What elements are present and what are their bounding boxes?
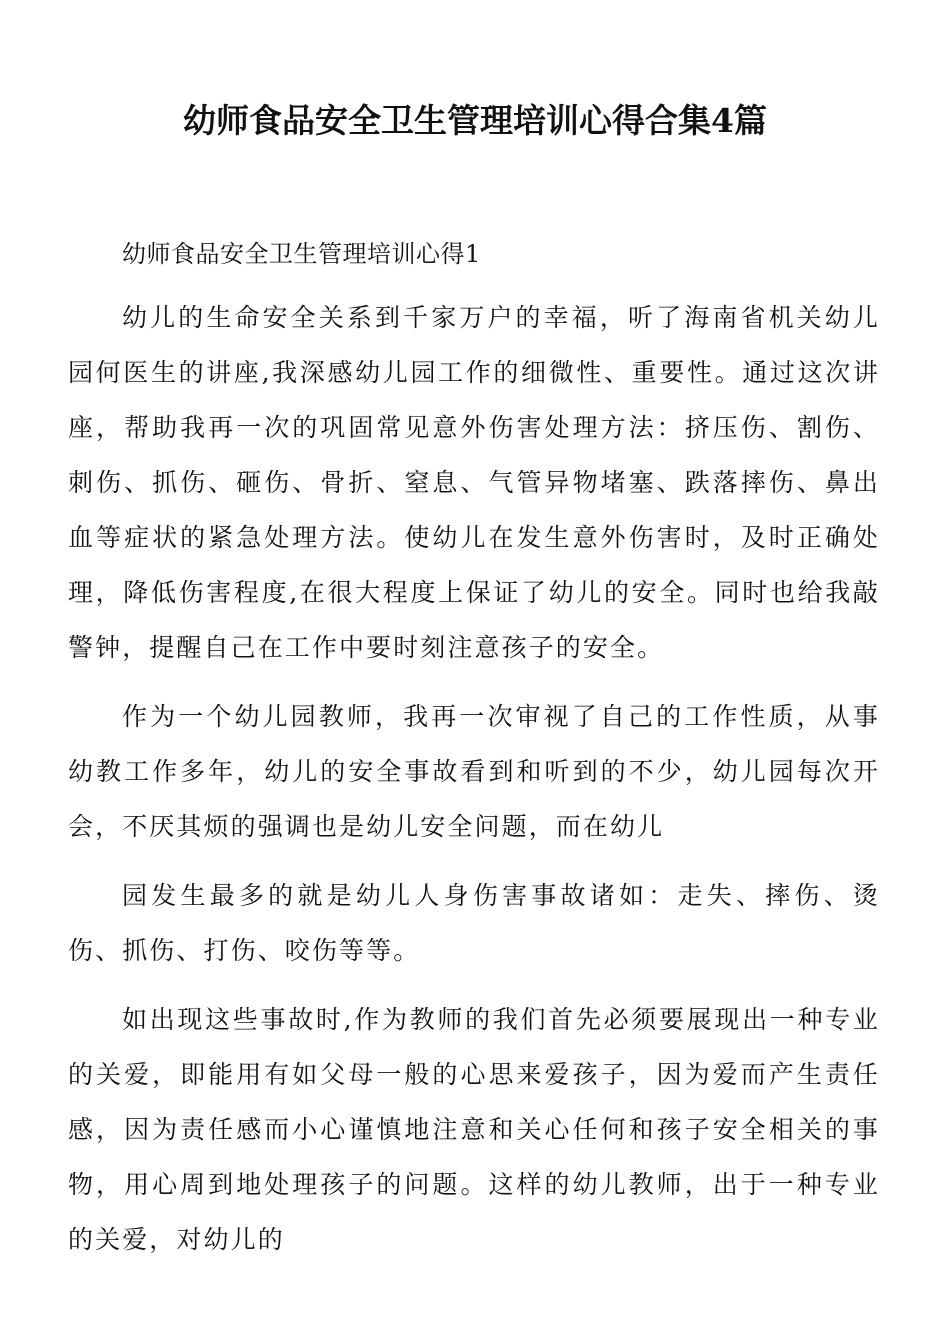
document-body bbox=[68, 233, 880, 1281]
paragraph: 如出现这些事故时,作为教师的我们首先必须要展现出一种专业的关爱，即能用有如父母一般的心思来爱孩子，因为爱而产生责任感，因为责任感而小心谨慎地注意和关心任何和孩子安全相关的事物，用心周到地处理孩子的问题。这样的幼儿教师，出于一种专业的关爱，对幼儿的 bbox=[68, 1005, 880, 1254]
paragraph: 作为一个幼儿园教师，我再一次审视了自己的工作性质，从事幼教工作多年，幼儿的安全事故看到和听到的不少，幼儿园每次开会，不厌其烦的强调也是幼儿安全问题，而在幼儿 bbox=[68, 702, 880, 841]
paragraph: 幼儿的生命安全关系到千家万户的幸福，听了海南省机关幼儿园何医生的讲座,我深感幼儿园工作的细微性、重要性。通过这次讲座，帮助我再一次的巩固常见意外伤害处理方法：挤压伤、割伤、刺伤、抓伤、砸伤、骨折、窒息、气管异物堵塞、跌落摔伤、鼻出血等症状的紧急处理方法。使幼儿在发生意外伤害时，及时正确处理，降低伤害程度,在很大程度上保证了幼儿的安全。同时也给我敲警钟，提醒自己在工作中要时刻注意孩子的安全。 bbox=[68, 303, 880, 662]
document-title: 幼师食品安全卫生管理培训心得合集4篇 bbox=[183, 101, 767, 140]
section-heading: 幼师食品安全卫生管理培训心得1 bbox=[122, 240, 481, 268]
paragraph: 园发生最多的就是幼儿人身伤害事故诸如：走失、摔伤、烫伤、抓伤、打伤、咬伤等等。 bbox=[68, 881, 880, 965]
